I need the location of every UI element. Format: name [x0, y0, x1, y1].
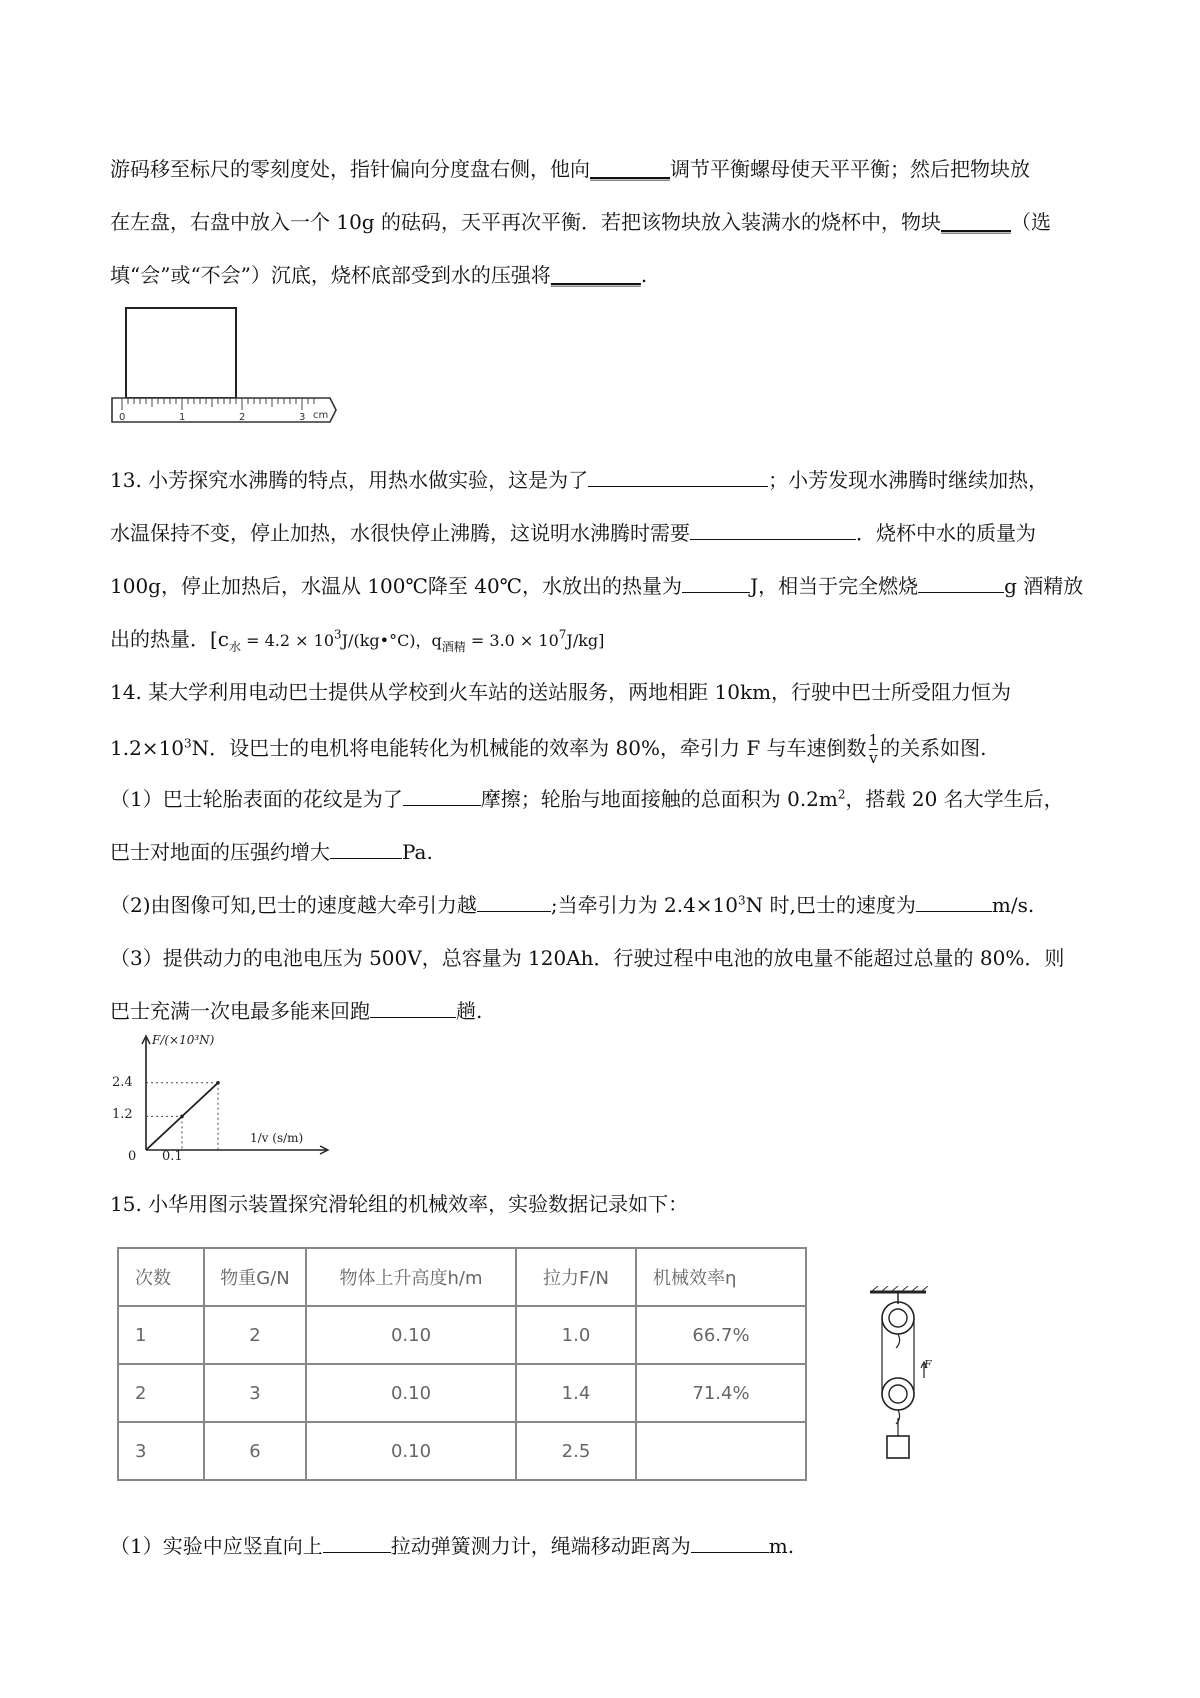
- fraction-1-over-v: $\frac{1}{v}$: [868, 731, 879, 767]
- movable-pulley-outer: [882, 1378, 914, 1410]
- table-cell: 1: [118, 1306, 204, 1364]
- y-tick-label: 1.2: [112, 1107, 133, 1122]
- data-point: [180, 1115, 184, 1119]
- table-cell: 1.0: [516, 1306, 636, 1364]
- ruler-label: 0: [119, 412, 126, 423]
- table-cell: 71.4%: [636, 1364, 806, 1422]
- blank[interactable]: ________: [590, 157, 670, 181]
- blank[interactable]: [916, 911, 992, 912]
- block: [126, 308, 236, 398]
- blank[interactable]: [330, 858, 402, 859]
- table-cell: 3: [204, 1364, 306, 1422]
- table-cell: 2.5: [516, 1422, 636, 1480]
- table-cell: 1.4: [516, 1364, 636, 1422]
- q13-line-3: 100g，停止加热后，水温从 100℃降至 40℃，水放出的热量为 J，相当于完全燃烧 g 酒精放: [110, 574, 1084, 598]
- blank[interactable]: [323, 1552, 391, 1553]
- blank[interactable]: [690, 539, 856, 540]
- x-tick-label: 0.1: [162, 1149, 183, 1160]
- q12-line-1: 游码移至标尺的零刻度处，指针偏向分度盘右侧，他向________调节平衡螺母使天平平衡；然后把物块放: [110, 157, 1030, 181]
- q12-line-2: 在左盘，右盘中放入一个 10g 的砝码，天平再次平衡．若把该物块放入装满水的烧杯中，物块_______（选: [110, 210, 1051, 234]
- x-tick-label: 0: [128, 1149, 137, 1160]
- q14-part1-line-1: （1）巴士轮胎表面的花纹是为了 摩擦；轮胎与地面接触的总面积为 $0.2m^2$，搭载 20 名大学生后，: [110, 787, 1064, 811]
- fixed-pulley-inner: [889, 1309, 907, 1327]
- q12-line-3: 填“会”或“不会”）沉底，烧杯底部受到水的压强将_________.: [110, 263, 648, 287]
- q14-part3-line-1: （3）提供动力的电池电压为 500V，总容量为 120Ah．行驶过程中电池的放电量不能超过总量的 80%．则: [110, 946, 1065, 970]
- blank[interactable]: [370, 1017, 456, 1018]
- table-cell: 2: [118, 1364, 204, 1422]
- fixed-pulley-outer: [882, 1302, 914, 1334]
- q14-line-2: $1.2\times 10^3N$．设巴士的电机将电能转化为机械能的效率为 80%，牵引力 F 与车速倒数 $\frac{1}{v}$ 的关系如图.: [110, 731, 987, 767]
- table-cell: 6: [204, 1422, 306, 1480]
- y-axis-label: F/(×10³N): [152, 1033, 215, 1047]
- blank[interactable]: _______: [940, 210, 1011, 234]
- blank[interactable]: [588, 486, 768, 487]
- ruler-figure: [108, 300, 348, 430]
- ruler-label: 3: [299, 412, 306, 423]
- table-cell: 66.7%: [636, 1306, 806, 1364]
- ruler-label: 2: [239, 412, 246, 423]
- blank[interactable]: [403, 805, 481, 806]
- force-label: F: [924, 1358, 932, 1371]
- table-cell: 0.10: [306, 1422, 516, 1480]
- q13-line-2: 水温保持不变，停止加热，水很快停止沸腾，这说明水沸腾时需要 ．烧杯中水的质量为: [110, 521, 1036, 545]
- data-point: [216, 1081, 220, 1085]
- x-axis-label: 1/v (s/m): [250, 1131, 304, 1145]
- q14-part1-line-2: 巴士对地面的压强约增大 Pa.: [110, 840, 433, 864]
- table-cell: 2: [204, 1306, 306, 1364]
- table-row: [118, 1306, 806, 1364]
- q14-line-1: 14. 某大学利用电动巴士提供从学校到火车站的送站服务，两地相距 10km，行驶中巴士所受阻力恒为: [110, 680, 1012, 704]
- table-cell: 0.10: [306, 1306, 516, 1364]
- blank[interactable]: [477, 911, 551, 912]
- table-row: [118, 1422, 806, 1480]
- table-cell: [636, 1422, 806, 1480]
- data-table: [117, 1247, 807, 1481]
- ruler-unit: cm: [313, 410, 329, 421]
- force-vs-inverse-speed-graph: [112, 1030, 352, 1160]
- q13-line-1: 13. 小芳探究水沸腾的特点，用热水做实验，这是为了 ；小芳发现水沸腾时继续加热，: [110, 468, 1049, 492]
- ruler-label: 1: [179, 412, 186, 423]
- q15-part1-line: （1）实验中应竖直向上 拉动弹簧测力计，绳端移动距离为 m.: [110, 1534, 795, 1558]
- table-header: 次数: [118, 1248, 204, 1306]
- table-header: 拉力F/N: [516, 1248, 636, 1306]
- q13-line-4: 出的热量．[$c_水 = 4.2$ × $10^3J/(kg•^\circ C)$，$q_{酒精} = 3.0 \times 10^7J/kg$]: [110, 627, 605, 654]
- q14-part3-line-2: 巴士充满一次电最多能来回跑 趟.: [110, 999, 483, 1023]
- q15-intro: 15. 小华用图示装置探究滑轮组的机械效率，实验数据记录如下：: [110, 1192, 689, 1216]
- weight-block: [887, 1436, 909, 1458]
- blank[interactable]: [918, 592, 1004, 593]
- table-header: 物体上升高度h/m: [306, 1248, 516, 1306]
- movable-pulley-inner: [889, 1385, 907, 1403]
- table-cell: 0.10: [306, 1364, 516, 1422]
- q14-part2-line: （2)由图像可知,巴士的速度越大牵引力越 ;当牵引力为 $2.4\times 10^3N$ 时,巴士的速度为 m/s.: [110, 893, 1035, 917]
- table-row: [118, 1364, 806, 1422]
- blank[interactable]: [682, 592, 750, 593]
- blank[interactable]: [691, 1552, 769, 1553]
- table-header: 机械效率η: [636, 1248, 806, 1306]
- blank[interactable]: _________: [550, 263, 641, 287]
- table-cell: 3: [118, 1422, 204, 1480]
- table-header: 物重G/N: [204, 1248, 306, 1306]
- table-header-row: [118, 1248, 806, 1306]
- pulley-system-figure: [862, 1286, 932, 1474]
- y-tick-label: 2.4: [112, 1075, 133, 1090]
